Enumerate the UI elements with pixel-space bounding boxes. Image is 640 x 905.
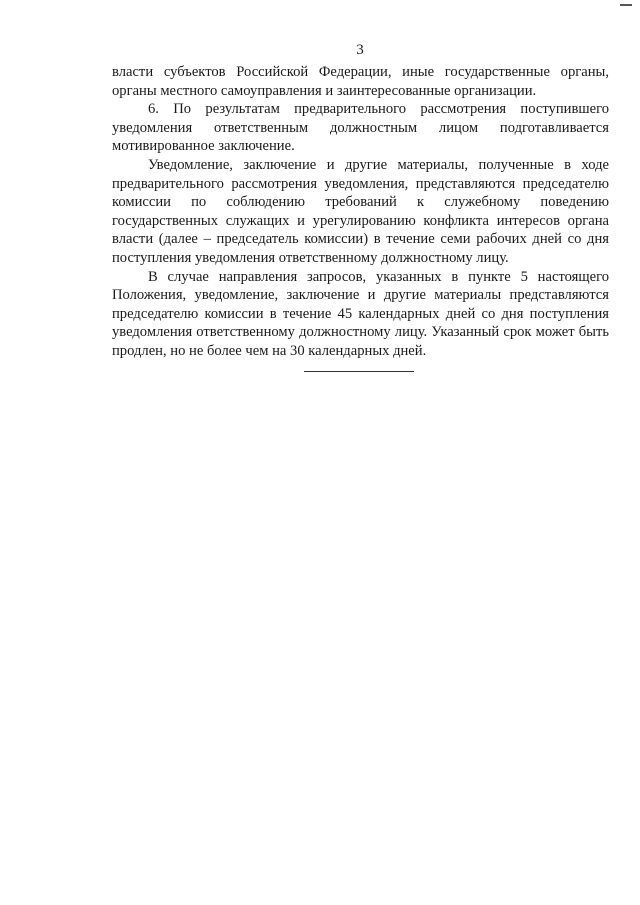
paragraph-continuation: власти субъектов Российской Федерации, иные государственные органы, органы местного самоуправления и заинтересованные организации. xyxy=(112,64,609,99)
document-body xyxy=(112,63,609,361)
page-corner-mark xyxy=(620,0,632,6)
page-number: 3 xyxy=(356,42,364,58)
paragraph-item-6: 6. По результатам предварительного рассмотрения поступившего уведомления ответственным должностным лицом подготавливается мотивированное заключение. xyxy=(112,101,609,155)
paragraph-submission: Уведомление, заключение и другие материалы, полученные в ходе предварительного рассмотрения уведомления, представляются председателю комиссии по соблюдению требований к служебному поведению государственных служащих и урегулированию конфликта интересов органа власти (далее – председатель комиссии) в течение семи рабочих дней со дня поступления уведомления ответственному должностному лицу. xyxy=(112,156,609,266)
paragraph-requests: В случае направления запросов, указанных в пункте 5 настоящего Положения, уведомление, заключение и другие материалы представляются председателю комиссии в течение 45 календарных дней со дня поступления уведомления ответственному должностному лицу. Указанный срок может быть продлен, но не более чем на 30 календарных дней. xyxy=(112,268,609,359)
end-separator-line xyxy=(304,371,414,372)
